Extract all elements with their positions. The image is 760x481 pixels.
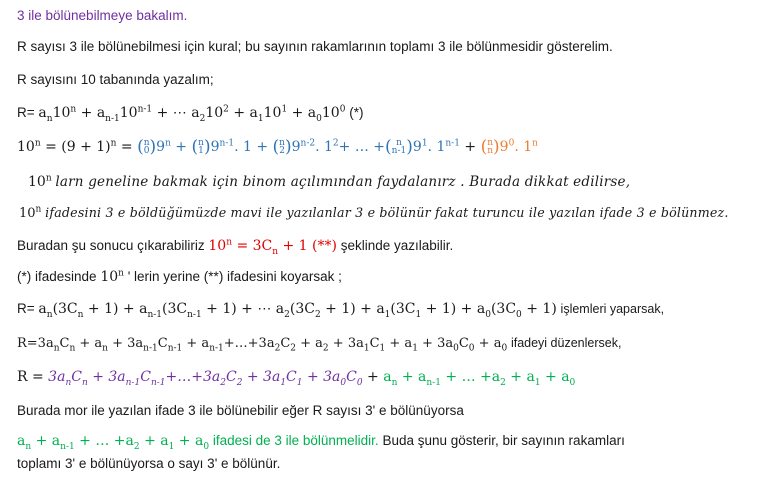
insight-line-1: 10$^n$ larn geneline bakmak için binom açılımından faydalanırz . Burada dikkat edilirse,: [28, 173, 631, 190]
conclusion-line-1: Burada mor ile yazılan ifade 3 ile bölünebilir eğer R sayısı 3' e bölünüyorsa: [17, 403, 464, 418]
result-line: Buradan şu sonucu çıkarabiliriz $10^n = 3C_n + 1$ (**) şeklinde yazılabilir.: [17, 237, 454, 257]
intro-text: R sayısı 3 ile bölünebilmesi için kural; bu sayının rakamlarının toplamı 3 ile bölünmesidir gösterelim.: [17, 39, 613, 54]
expanded-equation: $R=3a_nC_n + a_n + 3a_{n-1}C_{n-1}$ + $a_{n-1}+\dots+3a_2C_2 + a_2 + 3a_1C_1 + a_1 + 3a_0C_0 + a_0$ ifadeyi düzenlersek,: [17, 336, 622, 354]
document-title: 3 ile bölünebilmeye bakalım.: [17, 8, 188, 23]
grouped-equation: $R = 3a_nC_n$ + $3a_{n-1}C_{n-1}+\dots+3a_2C_2 + 3a_1C_1 + 3a_0C_0 + a_n + a_{n-1}$ + … $+a_2 + a_1 + a_0$: [17, 369, 576, 388]
star-label: (*): [349, 105, 364, 120]
conclusion-line-3: toplamı 3' e bölünüyorsa o sayı 3' e bölünür.: [17, 456, 281, 471]
polynomial-expression: $a_n10^n + a_{n-1}10^{n-1}$ + ⋯ $a_210^2 + a_110^1 + a_010^0$: [38, 104, 346, 124]
substituted-equation: $R= a_n(3C_n + 1) + a_{n-1}(3C_{n-1} + 1)$ + ⋯ $a_2(3C_2 + 1) + a_1(3C_1 + 1) + a_0(3C_0 + 1)$ işlemleri yaparsak,: [17, 301, 665, 320]
conclusion-line-2: $a_n + a_{n-1}$ + … $+a_2 + a_1 + a_0$ ifadesi de 3 ile bölünmelidir. Buda şunu gösterir, bir sayının rakamları: [17, 433, 625, 452]
binomial-expansion: $10^n = (9 + 1)^n = (n$ $0)9^n + (n$ 1)9$^{n-1}$. 1 + (n 2)9$^{n-2}$. $1^2+$ … +( n $n-1)9^1$. $1^{n-1} + (n$ $n)9^0$. 1$^n$: [17, 137, 538, 157]
substitution-line: (*) ifadesinde 10$^n$ ' lerin yerine (**) ifadesini koyarsak ;: [17, 268, 342, 285]
r-equals: R=: [17, 105, 35, 120]
insight-line-2: 10$^n$ ifadesini 3 e böldüğümüzde mavi ile yazılanlar 3 e bölünür fakat turuncu ile yazılan ifade 3 e bölünmez.: [19, 204, 729, 221]
base10-text: R sayısını 10 tabanında yazalım;: [17, 72, 214, 87]
equation-star: [17, 104, 363, 122]
result-formula: $10^n = 3C_n + 1$ (**): [208, 237, 337, 257]
